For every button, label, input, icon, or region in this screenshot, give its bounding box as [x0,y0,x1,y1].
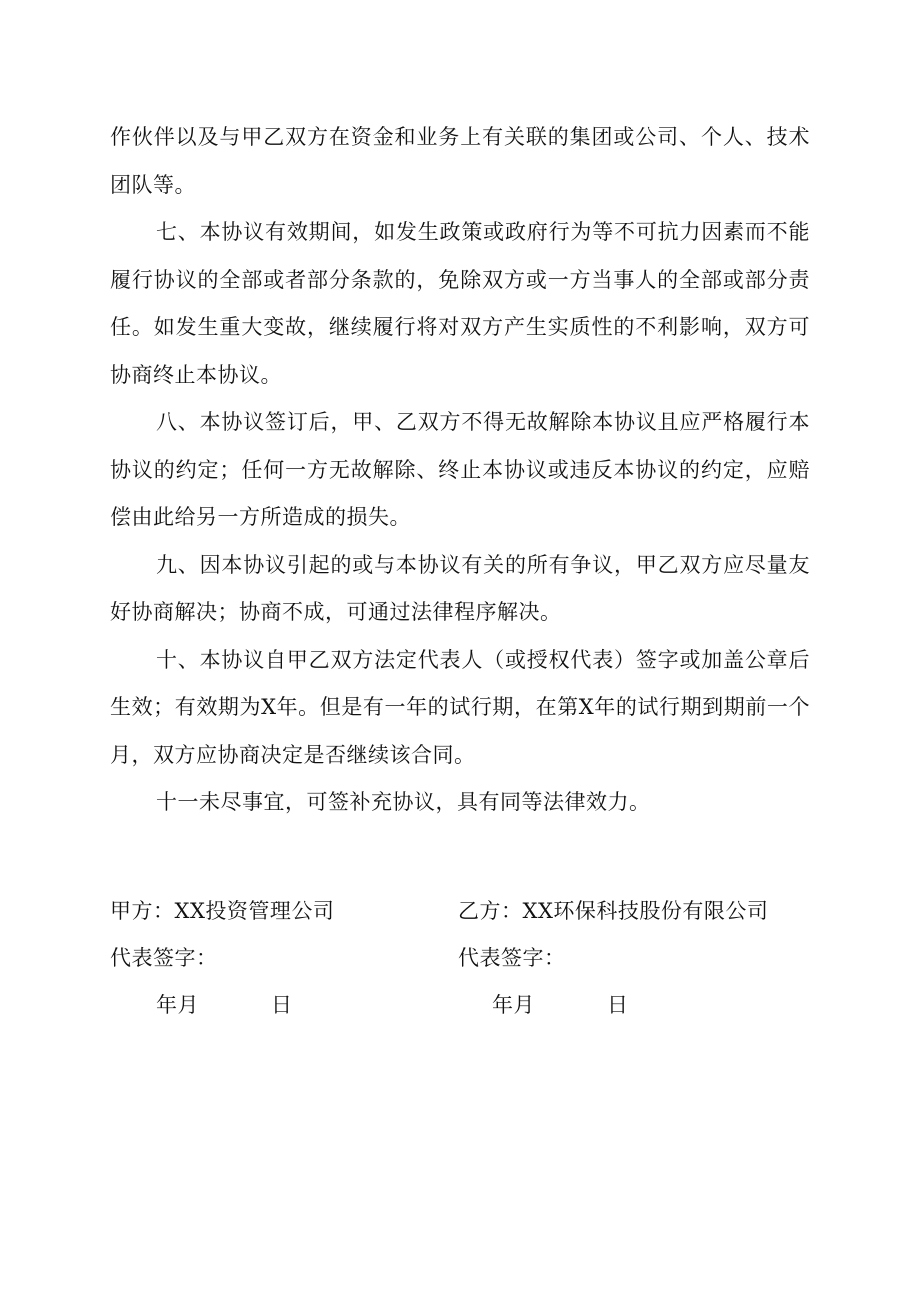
paragraph-clause-8: 八、本协议签订后，甲、乙双方不得无故解除本协议且应严格履行本协议的约定；任何一方无故解除、终止本协议或违反本协议的约定，应赔偿由此给另一方所造成的损失。 [110,410,810,529]
signature-block-party-a [110,888,470,1029]
party-b-name: 乙方：XX环保科技股份有限公司 [458,899,769,923]
party-a-day: 日 [271,993,293,1017]
party-b-year-month: 年月 [492,993,535,1017]
party-a-date [110,982,470,1029]
paragraph-clause-7: 七、本协议有效期间，如发生政策或政府行为等不可抗力因素而不能履行协议的全部或者部分条款的，免除双方或一方当事人的全部或部分责任。如发生重大变故，继续履行将对双方产生实质性的不利影响，双方可协商终止本协议。 [110,220,810,387]
party-a-year-month: 年月 [156,993,199,1017]
paragraph-continuation: 作伙伴以及与甲乙双方在资金和业务上有关联的集团或公司、个人、技术团队等。 [110,125,810,197]
party-a-representative-signature: 代表签字： [110,946,218,970]
paragraph-clause-11: 十一未尽事宜，可签补充协议，具有同等法律效力。 [156,790,651,814]
paragraph-clause-10: 十、本协议自甲乙双方法定代表人（或授权代表）签字或加盖公章后生效；有效期为X年。但是有一年的试行期，在第X年的试行期到期前一个月，双方应协商决定是否继续该合同。 [110,647,810,767]
paragraph-clause-9: 九、因本协议引起的或与本协议有关的所有争议，甲乙双方应尽量友好协商解决；协商不成，可通过法律程序解决。 [110,552,810,624]
signature-block-party-b [458,888,818,1029]
agreement-body [110,114,810,827]
party-b-representative-signature: 代表签字： [458,946,566,970]
party-a-name: 甲方：XX投资管理公司 [110,899,335,923]
party-b-day: 日 [607,993,629,1017]
party-b-date [458,982,818,1029]
